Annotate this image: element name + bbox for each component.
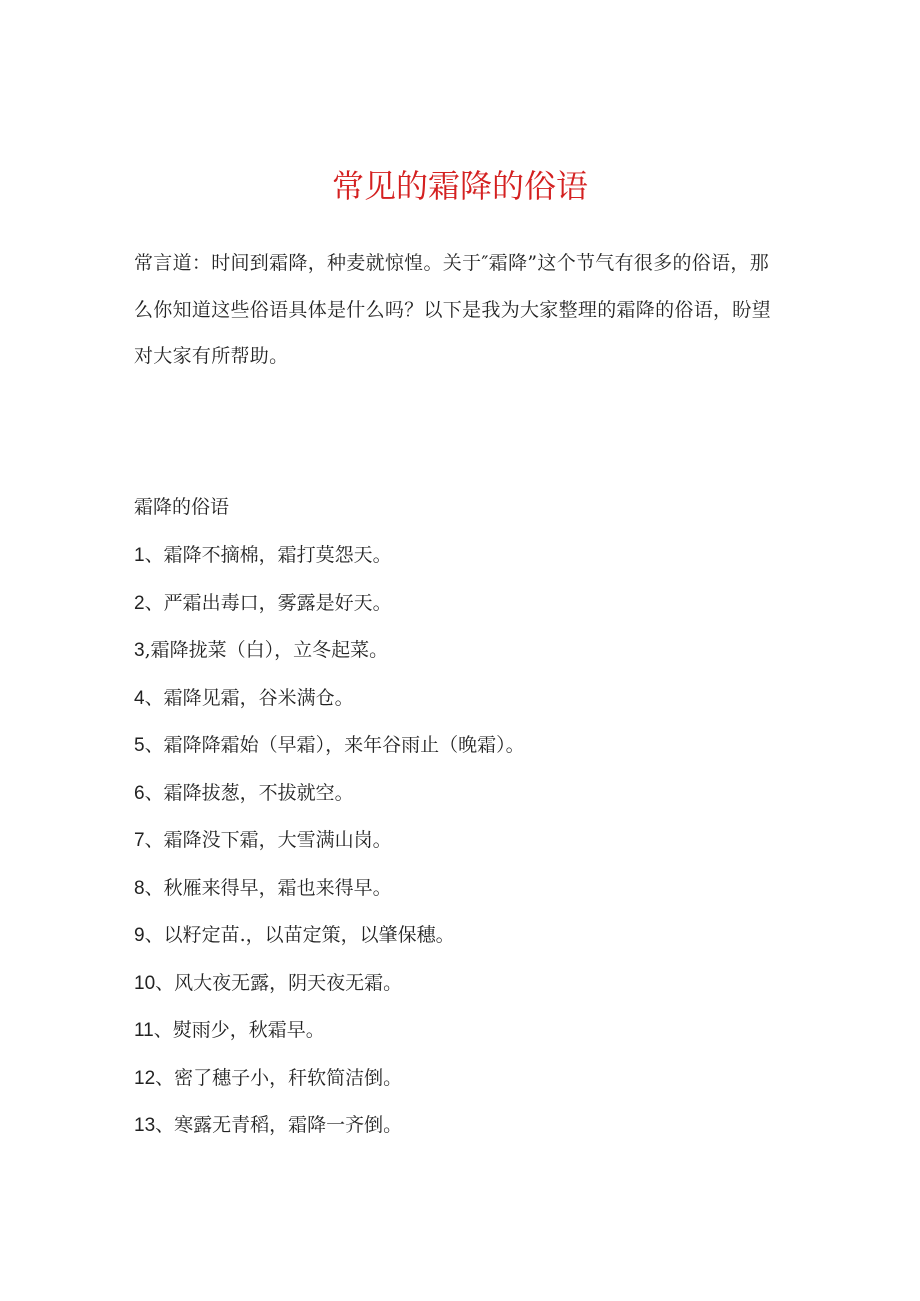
saying-text: 密了穗子小，秆软简洁倒。 — [174, 1066, 403, 1089]
intro-paragraph: 常言道：时间到霜降，种麦就惊惶。关于″霜降”这个节气有很多的俗语，那么你知道这些俗语具体是什么吗？以下是我为大家整理的霜降的俗语，盼望对大家有所帮助。 — [134, 252, 771, 367]
saying-text: 寒露无青稻，霜降一齐倒。 — [174, 1114, 403, 1136]
saying-number: 2 — [134, 592, 145, 614]
saying-number: 5 — [134, 735, 145, 756]
saying-separator: 、 — [155, 971, 175, 994]
saying-number: 6 — [134, 782, 145, 804]
saying-number: 4 — [134, 687, 145, 709]
saying-number: 11 — [134, 1020, 154, 1041]
document-title: 常见的霜降的俗语 — [331, 167, 588, 205]
saying-separator: 、 — [144, 686, 164, 709]
list-item — [134, 1061, 814, 1109]
saying-number: 9 — [134, 925, 145, 946]
saying-separator: 、 — [153, 1019, 173, 1041]
saying-separator: 、 — [144, 781, 164, 804]
saying-separator: 、 — [144, 591, 164, 614]
saying-separator: 、 — [155, 1114, 175, 1136]
list-item — [134, 776, 814, 824]
saying-text: 严霜出毒口，雾露是好天。 — [163, 591, 392, 614]
list-item — [134, 538, 814, 586]
saying-separator: 、 — [144, 734, 164, 756]
list-item — [134, 1108, 814, 1156]
saying-separator: 、 — [144, 829, 164, 851]
saying-text: 霜降降霜始（早霜），来年谷雨止（晚霜）。 — [163, 734, 525, 756]
saying-number: 13 — [134, 1115, 156, 1136]
saying-text: 秋雁来得早，霜也来得早。 — [163, 876, 392, 899]
saying-number: 12 — [134, 1067, 156, 1089]
saying-text: 霜降见霜，谷米满仓。 — [163, 686, 354, 709]
sayings-list — [134, 538, 814, 1156]
list-item — [134, 633, 814, 681]
saying-separator: 、 — [144, 924, 164, 946]
saying-separator: 、 — [144, 876, 164, 899]
saying-text: 熨雨少，秋霜早。 — [172, 1019, 325, 1041]
saying-text: 以籽定苗.，以苗定策，以肇保穗。 — [163, 924, 455, 946]
saying-number: 1 — [134, 545, 145, 566]
saying-separator: 、 — [144, 544, 164, 566]
list-item — [134, 1013, 814, 1061]
list-item — [134, 823, 814, 871]
saying-number: 8 — [134, 877, 145, 899]
saying-text: 霜降不摘棉，霜打莫怨天。 — [163, 544, 392, 566]
list-item — [134, 681, 814, 729]
list-item — [134, 586, 814, 634]
saying-separator: 、 — [155, 1066, 175, 1089]
section-heading: 霜降的俗语 — [134, 496, 230, 518]
saying-number: 10 — [134, 972, 156, 994]
saying-separator: , — [144, 639, 151, 661]
list-item — [134, 918, 814, 966]
list-item — [134, 966, 814, 1014]
list-item — [134, 728, 814, 776]
saying-text: 霜降拢菜（白），立冬起菜。 — [150, 639, 389, 661]
saying-text: 霜降没下霜，大雪满山岗。 — [163, 829, 392, 851]
saying-text: 风大夜无露，阴天夜无霜。 — [174, 971, 403, 994]
saying-number: 3 — [134, 640, 145, 661]
saying-text: 霜降拔葱，不拔就空。 — [163, 781, 354, 804]
list-item — [134, 871, 814, 919]
saying-number: 7 — [134, 830, 145, 851]
